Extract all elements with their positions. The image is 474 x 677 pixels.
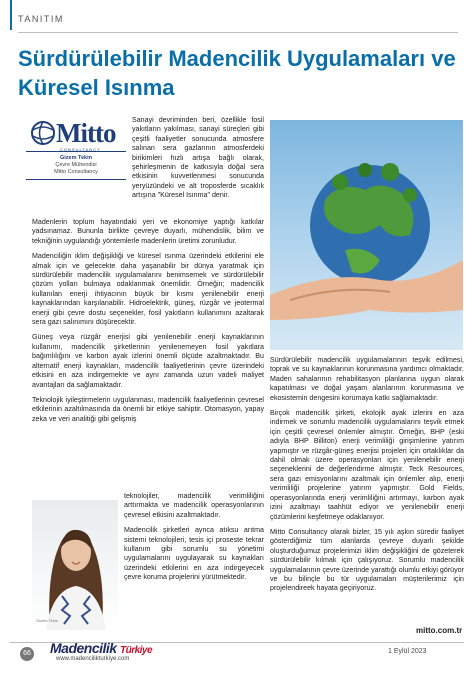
globe-hand-illustration <box>270 120 463 350</box>
paragraph: teknolojiler, madencilik verimliliğini arttırmakta ve madencilik operasyonlarının çevresel etkisini azaltmaktadır. <box>124 492 264 519</box>
section-label: TANITIM <box>18 14 64 24</box>
article-title: Sürdürülebilir Madencilik Uygulamaları ve Küresel Isınma <box>18 46 456 100</box>
left-column <box>32 218 264 430</box>
paragraph: Teknolojik iyileştirmelerin uygulanması, madencilik faaliyetlerinin çevresel etkilerinin azaltılmasında da önemli bir etkiye sahiptir. Otomasyon, yapay zeka ve veri analitiği gibi gelişmiş <box>32 395 264 423</box>
author-portrait <box>32 500 118 630</box>
paragraph: Birçok madencilik şirketi, ekolojik ayak izlerini en aza indirmek ve sorumlu madencilik uygulamalarını teşvik etmek için çeşitli çevresel önlemler almıştır. Örneğin, BHP (eski adıyla BHP Billiton) enerji verimliliği girişimlerine yatırım yapmıştır ve rüzgâr-güneş enerjisi projeleri için ortaklıklar da dahil olmak üzere operasyonları için yenilenebilir enerji seçeneklerini de değerlendirme almıştır. Teck Resources, sera gazı emisyonlarını azaltmak için önlemler alıp, enerji verimliliği projelerine yatırım yapmıştır. Gold Fields, operasyonlarında enerji verimliliğini artırmayı, karbon ayak izini azaltmayı taahhüt ediyor ve yenilenebilir enerji çözümlerini keşfetmeye odaklanıyor. <box>270 409 464 521</box>
page-number: 66 <box>20 647 34 661</box>
issue-date: 1 Eylül 2023 <box>388 648 427 655</box>
portrait-caption: Gizem Tekin <box>36 618 58 623</box>
paragraph: Güneş veya rüzgâr enerjisi gibi yenilenebilir enerji kaynaklarının kullanımı, madencilik şirketlerinin yenilenemeyen fosil yakıtlara bağımlılığını ve karbon ayak izlerini önemli ölçüde azaltmaktadır. Bu alternatif enerji kaynakları, madencilik faaliyetlerinin çevre üzerindeki etkisini en aza indirgemekte ve aynı zamanda uzun vadeli maliyet avantajları da sağlamaktadır. <box>32 333 264 389</box>
author-company: Mitto Consultancy <box>54 169 98 175</box>
paragraph: Madencilik şirketleri aynca atıksu arıtma sistemi teknolojileri, tesis içi proseste tekrar kullanım gibi sorumlu su yönetimi uygulamalarını uygulayarak su kaynakları üzerindeki etkilerini en aza indirgeyecek çevre koruma projelerini yürütmektedir. <box>124 526 264 582</box>
paragraph: Madenciliğin iklim değişikliği ve küresel ısınma üzerindeki etkilerini ele almak için ve gelecekte daha yaşanabilir bir dünya yaratmak için sürdürülebilir madencilik uygulamalarını benimsemek ve sürdürülebilir çözüm yolları bulmaya odaklanmak önemlidir. Örneğin; madencilik kullanılan enerji ihtiyacının büyük bir kısmı yenilenebilir enerji kaynaklarından karşılanabilir. Hidroelektrik, güneş, rüzgâr ve jeotermal enerji gibi çevre dostu seçenekler, fosil yakıtların kullanımını azaltarak sera gazı salınımını düşürecektir. <box>32 252 264 327</box>
intro-paragraph <box>132 116 264 207</box>
author-box <box>26 151 126 180</box>
globe-logo-icon <box>30 120 56 146</box>
website-link[interactable]: mitto.com.tr <box>416 626 463 635</box>
right-column <box>270 356 464 600</box>
logo-wordmark: Mitto <box>56 118 116 148</box>
paragraph: Madenlerin toplum hayatındaki yeri ve ekonomiye yaptığı katkılar yadsınamaz. Bununla birlikte çevreye duyarlı, mühendislik, bilim ve tekniğinin uygulandığı yöntemlerle madenlerin üretimi zorunludur. <box>32 218 264 245</box>
brand-name: Madencilik <box>50 640 117 656</box>
magazine-url[interactable]: www.madencilikturkiye.com <box>56 656 130 662</box>
header-divider <box>18 32 458 33</box>
mitto-logo <box>30 118 126 150</box>
intro-text: Sanayi devriminden beri, özellikle fosil yakıtların yakılması, sanayi süreçleri gibi çeşitli faaliyetler sonucunda atmosfere salınan sera gazlarının atmosferdeki birikimleri hızlı artışa bağlı olarak, şehirleşmenin de katkısıyla doğal sera etkisinin kuvvetlenmesi sonucunda yeryüzündeki ve alt troposferde sıcaklık artışına "Küresel Isınma" denir. <box>132 116 264 200</box>
magazine-brand <box>50 640 152 656</box>
paragraph: Mitto Consultancy olarak bizler, 15 yılı aşkın süredir faaliyet gösterdiğimiz tüm alanlarda çevreye duyarlı şekilde oluşturduğumuz projelerimizi iklim değişikliğini de gözeterek sürdürülebilir kılmak için çalışıyoruz. Sorumlu madencilik uygulamalarının çevre üzerinde yarattığı olumlu etkiyi görüyor ve bu bilinçle bu tür uygulamaları müşterilerimiz için projelendireek hayata geçiriyoruz. <box>270 527 464 593</box>
paragraph: Sürdürülebilir madencilik uygulamalarının teşvik edilmesi, toprak ve su kaynaklarının korunmasına yardımcı olmaktadır. Maden sahalarının rehabilitasyon planlarına uygun olarak kapatılması ve doğal yaşam alanlarının korunmasına ve ekosistemin dengesini korumaya katkı sağlamaktadır. <box>270 356 464 402</box>
author-name: Gizem Tekin <box>60 155 92 161</box>
brand-suffix: Türkiye <box>119 645 153 656</box>
section-marker <box>10 0 12 30</box>
portrait-illustration <box>32 500 118 630</box>
author-role: Çevre Mühendisi <box>55 162 97 168</box>
globe-in-hand-photo <box>270 120 463 350</box>
left-column-bottom <box>124 492 264 589</box>
logo-subtitle: CONSULTANCY <box>60 147 101 152</box>
